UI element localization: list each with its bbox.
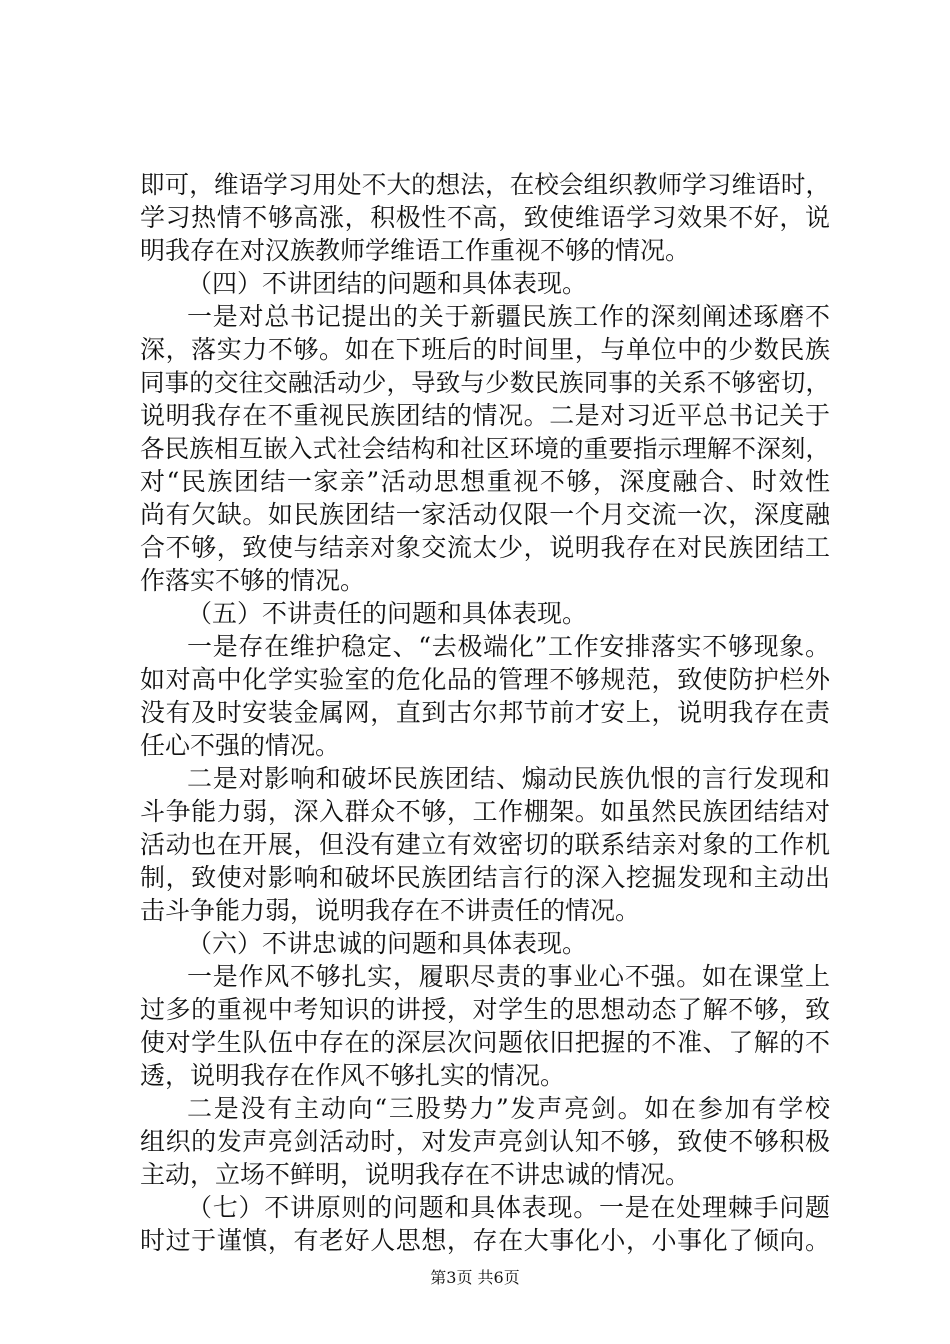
text-line: 透，说明我存在作风不够扎实的情况。 <box>140 1061 566 1090</box>
text-line: 各民族相互嵌入式社会结构和社区环境的重要指示理解不深刻， <box>140 434 830 463</box>
text-line: （六）不讲忠诚的问题和具体表现。 <box>187 929 588 958</box>
text-line: 使对学生队伍中存在的深层次问题依旧把握的不准、了解的不 <box>140 1028 830 1057</box>
text-line: 即可，维语学习用处不大的想法，在校会组织教师学习维语时， <box>140 170 830 199</box>
text-line: 一是存在维护稳定、“去极端化”工作安排落实不够现象。 <box>187 632 830 661</box>
text-line: 时过于谨慎，有老好人思想，存在大事化小，小事化了倾向。 <box>140 1226 830 1255</box>
page-footer: 第3页 共6页 <box>430 1268 520 1287</box>
document-body <box>140 168 830 1257</box>
text-line: 制，致使对影响和破坏民族团结言行的深入挖掘发现和主动出 <box>140 863 830 892</box>
text-line: 二是没有主动向“三股势力”发声亮剑。如在参加有学校 <box>187 1094 830 1123</box>
text-line: 深，落实力不够。如在下班后的时间里，与单位中的少数民族 <box>140 335 830 364</box>
text-line: 斗争能力弱，深入群众不够，工作棚架。如虽然民族团结结对 <box>140 797 830 826</box>
text-line: 作落实不够的情况。 <box>140 566 366 595</box>
text-line: 主动，立场不鲜明，说明我存在不讲忠诚的情况。 <box>140 1160 691 1189</box>
text-line: （四）不讲团结的问题和具体表现。 <box>187 269 588 298</box>
text-line: 击斗争能力弱，说明我存在不讲责任的情况。 <box>140 896 641 925</box>
text-line: 一是作风不够扎实，履职尽责的事业心不强。如在课堂上 <box>187 962 830 991</box>
text-line: 没有及时安装金属网，直到古尔邦节前才安上，说明我存在责 <box>140 698 830 727</box>
text-line: 如对高中化学实验室的危化品的管理不够规范，致使防护栏外 <box>140 665 830 694</box>
text-line: 组织的发声亮剑活动时，对发声亮剑认知不够，致使不够积极 <box>140 1127 830 1156</box>
text-line: 二是对影响和破坏民族团结、煽动民族仇恨的言行发现和 <box>187 764 830 793</box>
text-line: 学习热情不够高涨，积极性不高，致使维语学习效果不好，说 <box>140 203 830 232</box>
text-line: 任心不强的情况。 <box>140 731 341 760</box>
text-line: 活动也在开展，但没有建立有效密切的联系结亲对象的工作机 <box>140 830 830 859</box>
text-line: 说明我存在不重视民族团结的情况。二是对习近平总书记关于 <box>140 401 830 430</box>
text-line: 尚有欠缺。如民族团结一家活动仅限一个月交流一次，深度融 <box>140 500 830 529</box>
text-line: 合不够，致使与结亲对象交流太少，说明我存在对民族团结工 <box>140 533 830 562</box>
text-line: （七）不讲原则的问题和具体表现。一是在处理棘手问题 <box>187 1193 830 1222</box>
text-line: 同事的交往交融活动少，导致与少数民族同事的关系不够密切， <box>140 368 830 397</box>
text-line: 一是对总书记提出的关于新疆民族工作的深刻阐述琢磨不 <box>187 302 830 331</box>
text-line: 明我存在对汉族教师学维语工作重视不够的情况。 <box>140 236 691 265</box>
text-line: 对“民族团结一家亲”活动思想重视不够，深度融合、时效性 <box>140 467 830 496</box>
text-line: 过多的重视中考知识的讲授，对学生的思想动态了解不够，致 <box>140 995 830 1024</box>
text-line: （五）不讲责任的问题和具体表现。 <box>187 599 588 628</box>
